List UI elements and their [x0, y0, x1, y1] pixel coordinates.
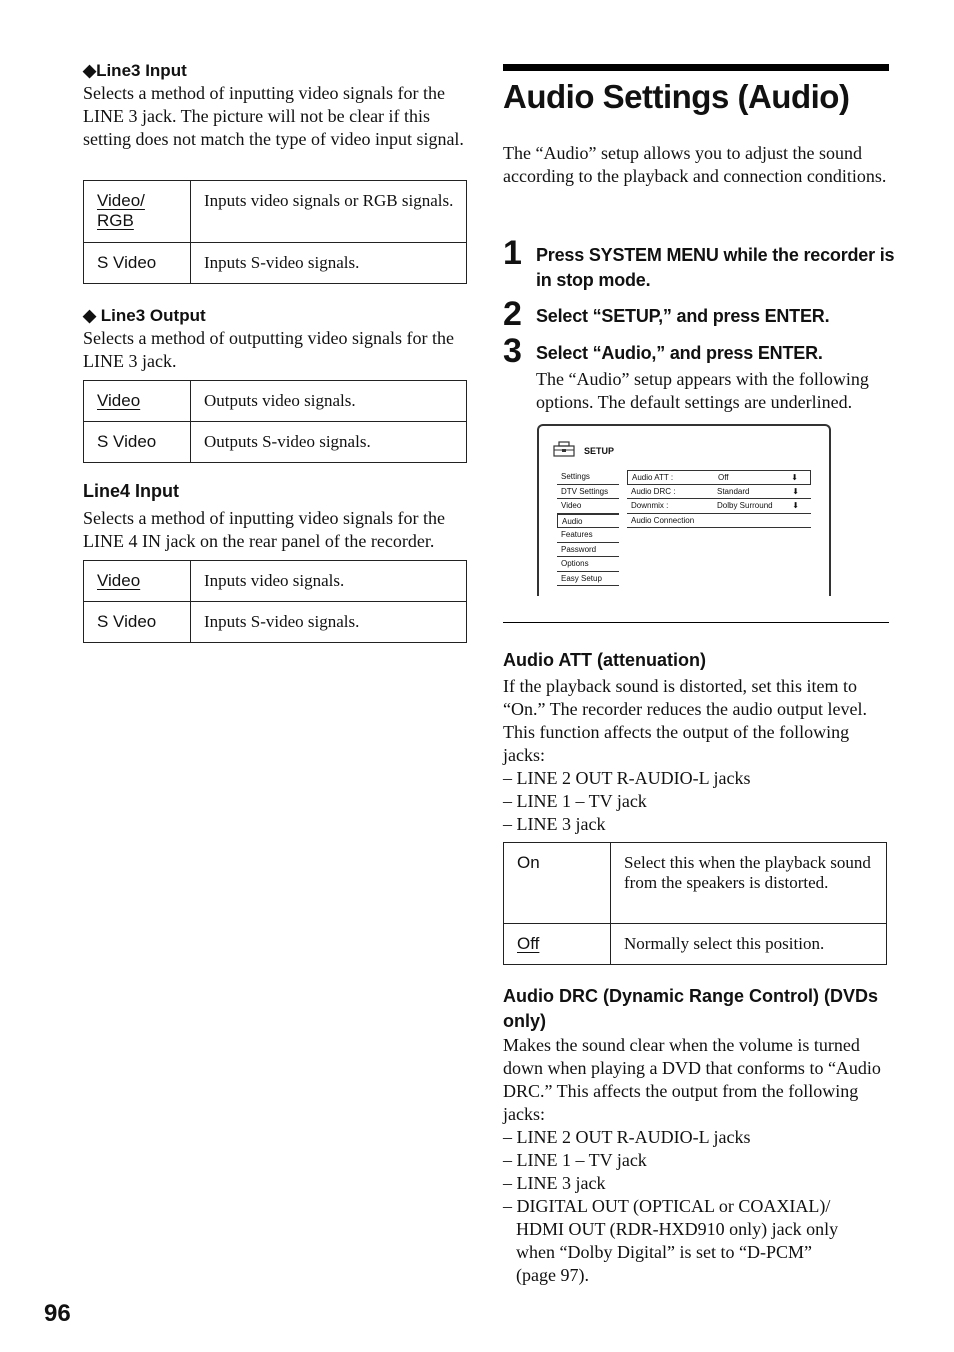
arrow-down-icon: ⬇ — [792, 501, 799, 510]
step-2-text: Select “SETUP,” and press ENTER. — [536, 306, 830, 326]
option-value: Inputs S-video signals. — [191, 243, 467, 284]
list-item: – LINE 3 jack — [503, 814, 606, 834]
line3-output-table — [83, 380, 467, 463]
line4-input-table — [83, 560, 467, 643]
osd-row — [627, 499, 811, 514]
table-row — [84, 181, 467, 243]
option-key: On — [504, 843, 611, 924]
osd-menu-item: Options — [557, 557, 619, 572]
osd-options — [627, 470, 811, 528]
line3-output-heading: ◆ Line3 Output — [83, 306, 206, 325]
list-item: – LINE 2 OUT R-AUDIO-L jacks — [503, 768, 751, 788]
table-row — [84, 243, 467, 284]
option-key: S Video — [84, 422, 191, 463]
line4-input-heading: Line4 Input — [83, 481, 179, 501]
osd-row-label: Audio Connection — [631, 515, 695, 525]
option-key-line2: RGB — [97, 211, 134, 230]
osd-title: SETUP — [584, 446, 615, 456]
option-key — [84, 561, 191, 602]
audio-att-table — [503, 842, 887, 965]
option-key-line1: Video/ — [97, 191, 145, 210]
audio-att-body — [503, 675, 895, 836]
osd-row-value: Dolby Surround — [717, 501, 773, 510]
osd-menu-item: Password — [557, 543, 619, 558]
line3-input-body: Selects a method of inputting video signals for the LINE 3 jack. The picture will not be clear if this setting does not match the type of video input signal. — [83, 83, 464, 149]
table-row — [84, 422, 467, 463]
table-row — [84, 602, 467, 643]
option-value: Inputs video signals. — [191, 561, 467, 602]
osd-menu-item: Easy Setup — [557, 572, 619, 587]
osd-row-label: Downmix : — [631, 501, 669, 510]
arrow-down-icon: ⬇ — [792, 486, 799, 496]
audio-drc-heading-line1: Audio DRC (Dynamic Range Control) (DVDs — [503, 986, 879, 1006]
option-key: S Video — [84, 243, 191, 284]
line4-input-body: Selects a method of inputting video signals for the LINE 4 IN jack on the rear panel of the recorder. — [83, 508, 445, 551]
step-2-number: 2 — [503, 295, 522, 333]
table-row — [84, 381, 467, 422]
list-item-continuation: (page 97). — [516, 1265, 589, 1285]
osd-row-value: Standard — [717, 486, 750, 496]
list-item-continuation: when “Dolby Digital” is set to “D-PCM” — [516, 1242, 812, 1262]
audio-drc-body — [503, 1034, 893, 1287]
osd-menu — [557, 470, 619, 586]
osd-menu-item-selected: Audio — [557, 514, 619, 529]
arrow-down-icon: ⬇ — [791, 473, 798, 482]
line3-output-body: Selects a method of outputting video signals for the LINE 3 jack. — [83, 328, 454, 371]
list-item: – DIGITAL OUT (OPTICAL or COAXIAL)/ — [503, 1196, 831, 1216]
page-number: 96 — [44, 1300, 71, 1327]
osd-row-value: Off — [718, 473, 729, 482]
osd-row-label: Audio ATT : — [632, 473, 674, 482]
audio-att-text: If the playback sound is distorted, set this item to “On.” The recorder reduces the audio output level. This function affects the output of the following jacks: — [503, 676, 868, 765]
page-title: Audio Settings (Audio) — [503, 78, 850, 115]
osd-row — [627, 485, 811, 500]
option-key-default: Video — [97, 571, 141, 590]
setup-screen-illustration — [537, 424, 831, 596]
step-3-number: 3 — [503, 332, 522, 370]
audio-att-heading: Audio ATT (attenuation) — [503, 650, 706, 670]
osd-menu-item: Features — [557, 528, 619, 543]
line3-input-table — [83, 180, 467, 284]
table-row — [504, 843, 887, 924]
osd-row — [627, 514, 811, 529]
step-3-note: The “Audio” setup appears with the following options. The default settings are underlined. — [536, 369, 869, 412]
option-value: Inputs video signals or RGB signals. — [191, 181, 467, 243]
step-1-number: 1 — [503, 234, 522, 272]
toolbox-icon — [553, 441, 575, 457]
list-item-continuation: HDMI OUT (RDR-HXD910 only) jack only — [516, 1219, 839, 1239]
option-key-default: Off — [517, 934, 540, 953]
title-rule — [503, 64, 889, 71]
table-row — [504, 924, 887, 965]
audio-drc-text: Makes the sound clear when the volume is turned down when playing a DVD that conforms to “Audio DRC.” This affects the output from the following jacks: — [503, 1035, 881, 1124]
option-value: Select this when the playback sound from the speakers is distorted. — [611, 843, 887, 924]
option-key — [84, 381, 191, 422]
line3-input-heading: ◆Line3 Input — [83, 61, 187, 80]
list-item: – LINE 3 jack — [503, 1173, 606, 1193]
table-row — [84, 561, 467, 602]
option-value: Outputs video signals. — [191, 381, 467, 422]
osd-menu-item: DTV Settings — [557, 485, 619, 500]
section-divider — [503, 622, 889, 623]
option-key — [84, 181, 191, 243]
intro-text: The “Audio” setup allows you to adjust the sound according to the playback and connection conditions. — [503, 143, 887, 186]
option-key-default: Video — [97, 391, 141, 410]
osd-menu-item: Settings — [557, 470, 619, 485]
osd-row — [627, 470, 811, 485]
option-value: Outputs S-video signals. — [191, 422, 467, 463]
audio-drc-heading-line2: only) — [503, 1011, 546, 1031]
audio-drc-heading — [503, 984, 893, 1034]
step-3-text: Select “Audio,” and press ENTER. — [536, 343, 823, 363]
list-item: – LINE 1 – TV jack — [503, 1150, 647, 1170]
list-item: – LINE 2 OUT R-AUDIO-L jacks — [503, 1127, 751, 1147]
option-value: Normally select this position. — [611, 924, 887, 965]
step-1-text: Press SYSTEM MENU while the recorder is in stop mode. — [536, 245, 895, 290]
option-value: Inputs S-video signals. — [191, 602, 467, 643]
option-key — [504, 924, 611, 965]
list-item: – LINE 1 – TV jack — [503, 791, 647, 811]
osd-menu-item: Video — [557, 499, 619, 514]
option-key: S Video — [84, 602, 191, 643]
osd-row-label: Audio DRC : — [631, 486, 676, 496]
